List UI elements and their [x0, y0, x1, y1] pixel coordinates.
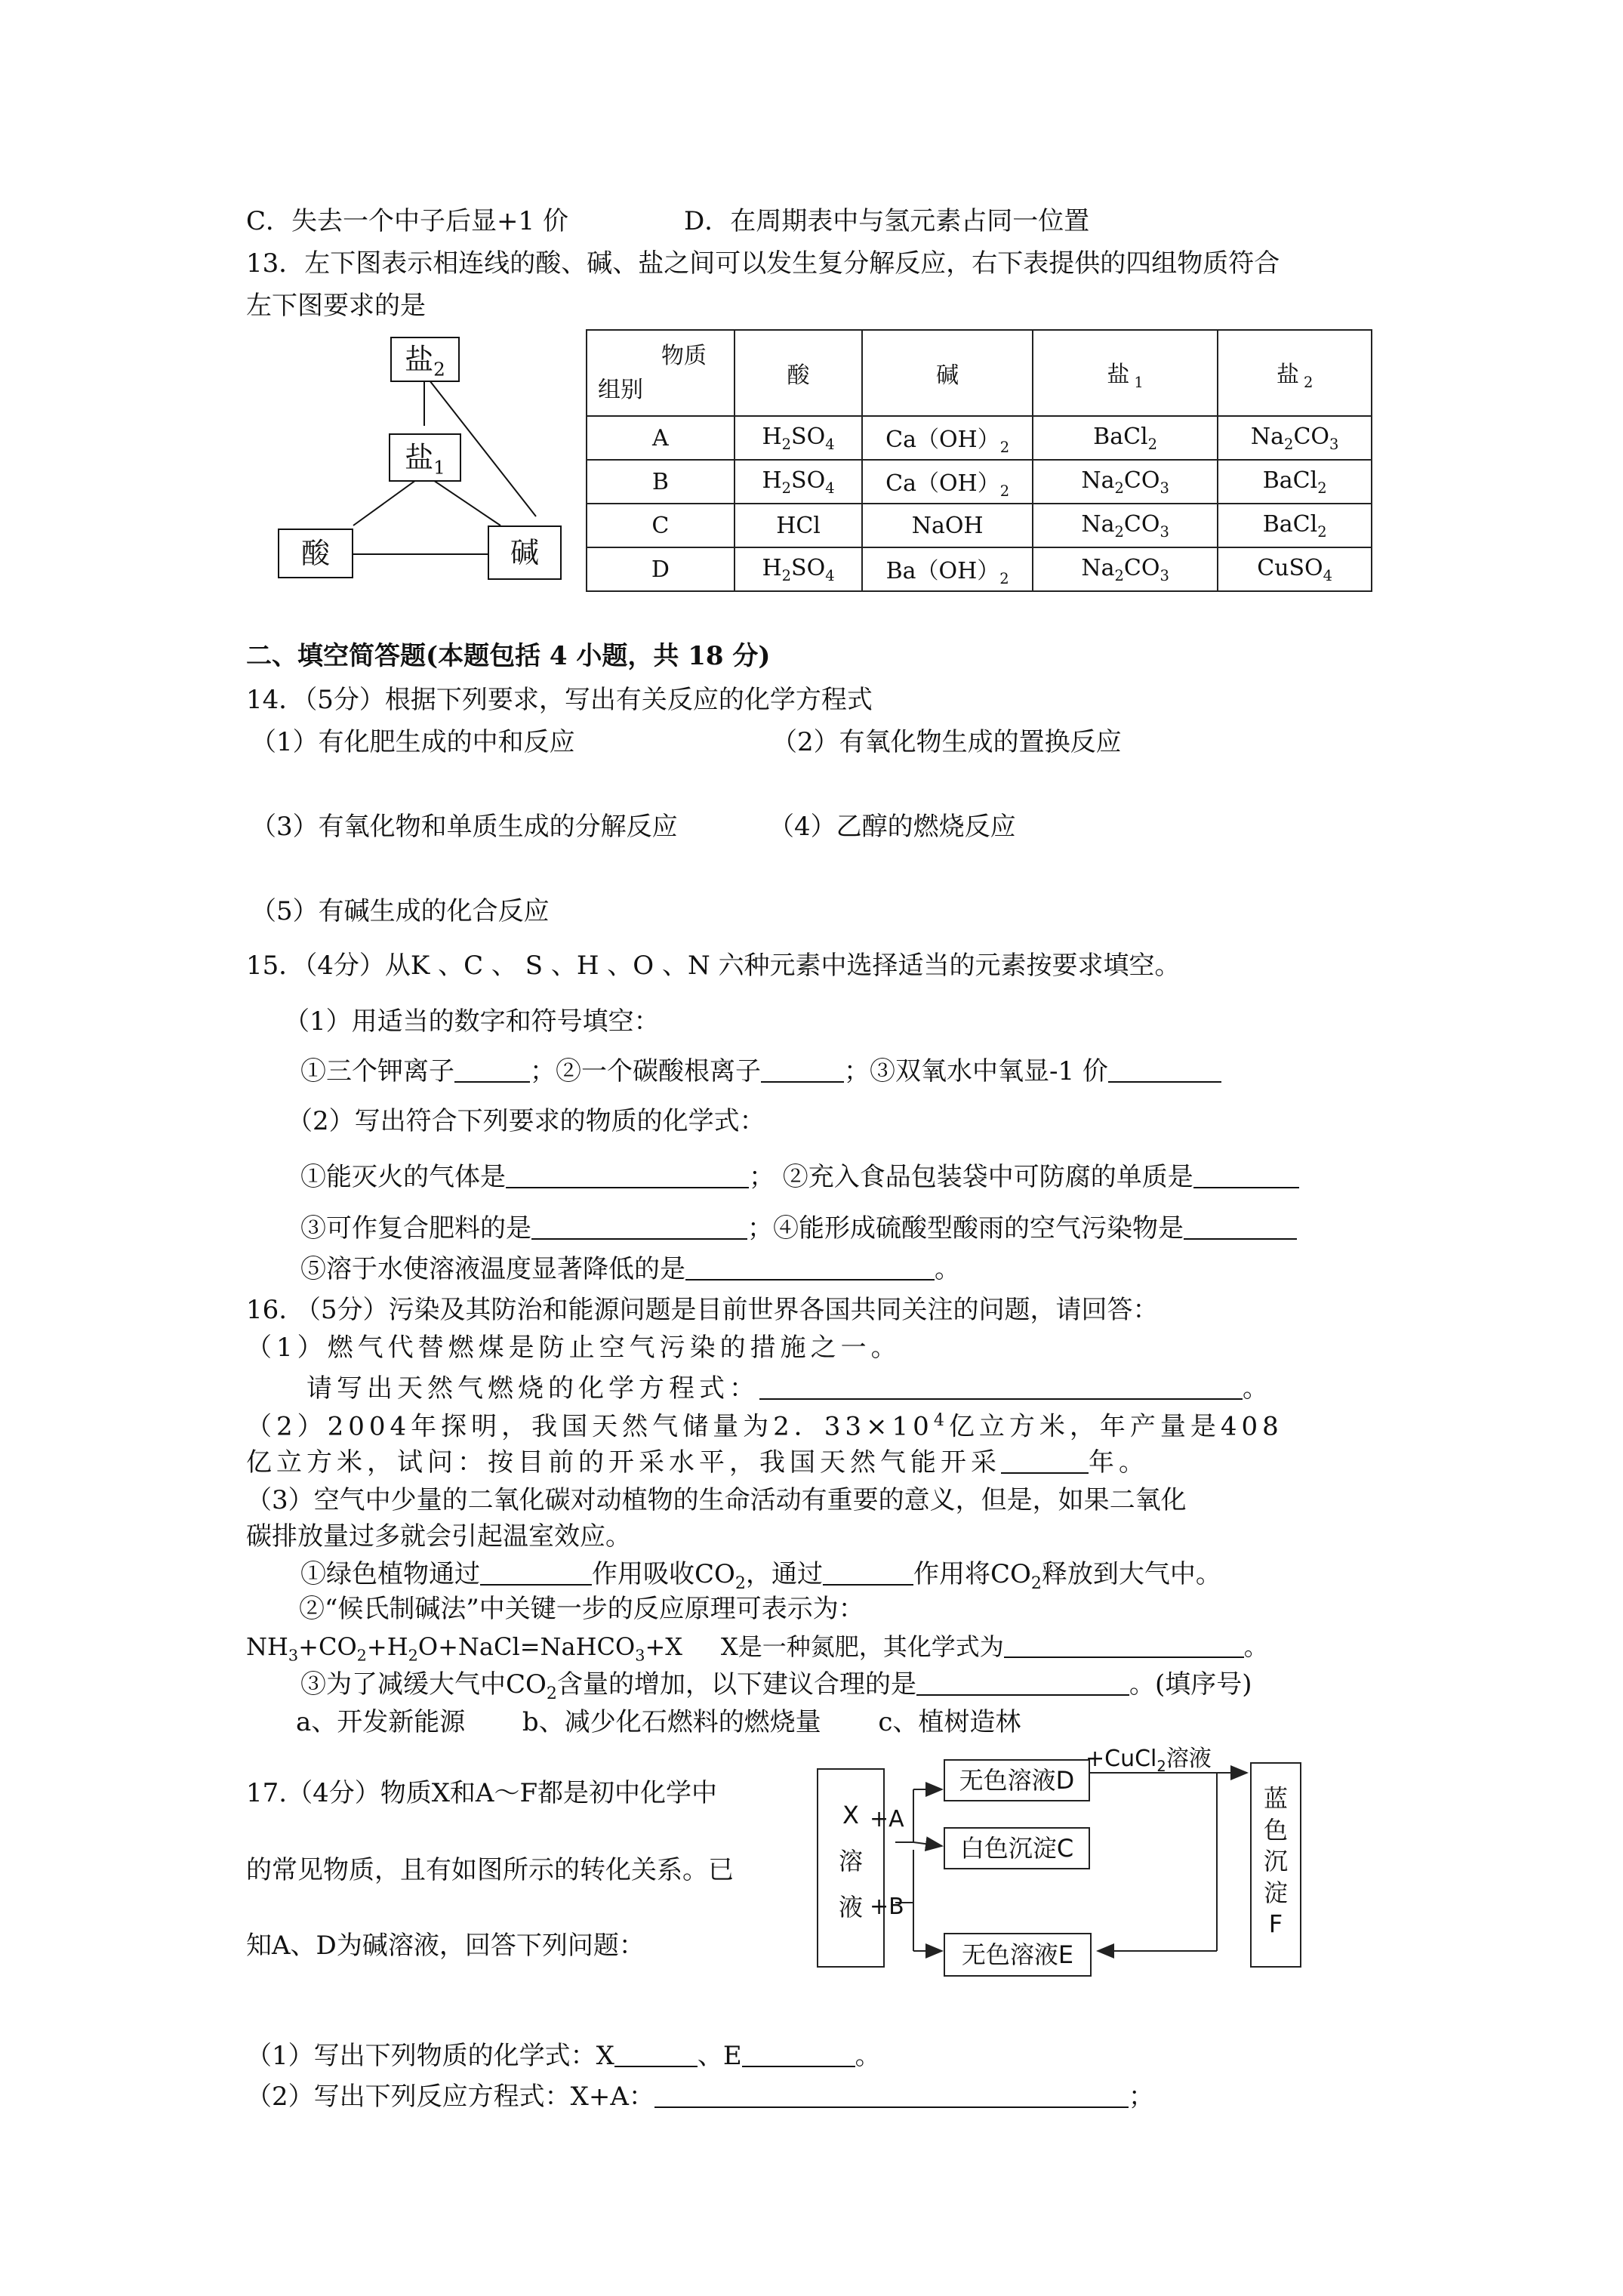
x-box-char: X — [842, 1801, 859, 1829]
q15-1c-label: ；③双氧水中氧显-1 价 — [844, 1056, 1108, 1086]
header-salt1: 盐 $_1$ — [1033, 330, 1218, 416]
base-box: 碱 — [488, 525, 562, 580]
q16-3c-text: ，通过 — [745, 1559, 823, 1589]
base-cell: $Ca(OH)_2$ — [862, 416, 1033, 460]
q15-2d-label: ；④能形成硫酸型酸雨的空气污染物是 — [747, 1213, 1184, 1244]
answer-blank[interactable] — [1184, 1216, 1297, 1240]
f-box-char: 淀 — [1263, 1878, 1288, 1907]
q17-line2: 的常见物质，且有如图所示的转化关系。已 — [246, 1855, 734, 1885]
q15-2c-label: ③可作复合肥料的是 — [300, 1213, 531, 1244]
answer-blank[interactable] — [654, 2084, 1129, 2108]
header-acid: 酸 — [735, 330, 863, 416]
q14-part2: （2）有氧化物生成的置换反应 — [771, 727, 1122, 757]
answer-blank[interactable] — [1108, 1059, 1221, 1083]
q15-sub2-line2 — [300, 1213, 1297, 1244]
q16-3c-text: 作用吸收CO — [592, 1559, 735, 1589]
answer-blank[interactable] — [916, 1672, 1129, 1696]
acid-cell: $H_2SO_4$ — [735, 416, 863, 460]
x-box-char: 溶 — [838, 1846, 863, 1875]
q16-part2b-label: 亿立方米，试问：按目前的开采水平，我国天然气能开采 — [246, 1447, 1001, 1478]
semicolon: ； — [1128, 2082, 1154, 2112]
answer-blank[interactable] — [531, 1216, 747, 1240]
q16-part3e — [246, 1634, 1268, 1663]
q17-a2-label: （2）写出下列反应方程式：X+A： — [246, 2082, 654, 2112]
q16-3f-text: 含量的增加，以下建议合理的是 — [556, 1669, 916, 1700]
q15-sub2-line3 — [300, 1256, 960, 1282]
salt1-box: 盐$_1$ — [389, 433, 461, 482]
q15-2e-label: ⑤溶于水使溶液温度显著降低的是 — [300, 1254, 685, 1284]
answer-blank[interactable] — [759, 1376, 1243, 1400]
salt1-cell: BaCl$_2$ — [1033, 416, 1218, 460]
header-salt2: 盐 $_2$ — [1218, 330, 1372, 416]
period: 。 — [855, 2041, 881, 2071]
table-row — [587, 547, 1372, 591]
period: 。 — [1243, 1632, 1268, 1661]
q16-3f-text: ③为了减缓大气中CO — [300, 1669, 547, 1700]
x-box-char: 液 — [838, 1892, 863, 1922]
q16-part2b-end: 年。 — [1089, 1447, 1149, 1478]
q17-answer1 — [246, 2043, 881, 2069]
group-cell: C — [587, 504, 735, 547]
table-row — [587, 460, 1372, 504]
q17-a1b-label: 、E — [697, 2041, 742, 2071]
q16-3c-text: ①绿色植物通过 — [300, 1559, 480, 1589]
answer-blank[interactable] — [685, 1256, 935, 1281]
plus-a-label: +A — [870, 1806, 904, 1832]
q16-part1: （1）燃气代替燃煤是防止空气污染的措施之一。 — [246, 1333, 901, 1363]
q16-3e-text: $NH_3+CO_2+H_2O+NaCl=NaHCO_3+X$ X是一种氮肥，其化学式为 — [246, 1632, 1004, 1665]
group-cell: A — [587, 416, 735, 460]
q12-option-d: D．在周期表中与氢元素占同一位置 — [684, 206, 1090, 236]
q15-sub2-line1 — [300, 1164, 1299, 1190]
group-cell: B — [587, 460, 735, 504]
f-box-char: F — [1268, 1909, 1283, 1939]
q16-part2a — [246, 1410, 1283, 1442]
acid-box: 酸 — [278, 529, 353, 578]
box-white-precipitate-c: 白色沉淀C — [944, 1827, 1090, 1869]
base-cell: NaOH — [862, 504, 1033, 547]
q16-options: a、开发新能源 b、减少化石燃料的燃烧量 c、植树造林 — [296, 1707, 1021, 1737]
acid-cell: HCl — [735, 504, 863, 547]
salt2-cell: $Na_2CO_3$ — [1218, 416, 1372, 460]
corner-top-label: 物质 — [661, 343, 707, 369]
q16-part3f: ③为了减缓大气中$CO_2$含量的增加，以下建议合理的是 。(填序号) — [300, 1669, 1252, 1703]
f-box-char: 沉 — [1263, 1847, 1288, 1876]
exponent: 4 — [933, 1410, 949, 1430]
answer-blank[interactable] — [506, 1164, 749, 1188]
salt1-cell: $Na_2CO_3$ — [1033, 547, 1218, 591]
answer-blank[interactable] — [1001, 1450, 1089, 1474]
f-box-char: 蓝 — [1263, 1784, 1288, 1813]
q13-line2: 左下图要求的是 — [246, 291, 426, 321]
acid-cell: $H_2SO_4$ — [735, 547, 863, 591]
base-cell: $Ba(OH)_2$ — [862, 547, 1033, 591]
box-colorless-solution-d: 无色溶液D — [944, 1759, 1090, 1801]
q17-line1: 17.（4分）物质X和A～F都是初中化学中 — [246, 1778, 718, 1808]
blue-precipitate-f-box — [1250, 1762, 1301, 1968]
salt1-cell: $Na_2CO_3$ — [1033, 460, 1218, 504]
answer-blank[interactable] — [761, 1059, 844, 1083]
q17-line3: 知A、D为碱溶液，回答下列问题： — [246, 1931, 645, 1961]
q15-1b-label: ；②一个碳酸根离子 — [530, 1056, 761, 1086]
x-solution-box — [817, 1768, 885, 1968]
period: 。 — [1243, 1373, 1273, 1404]
salt2-cell: CuSO$_4$ — [1218, 547, 1372, 591]
q15-sub1: （1）用适当的数字和符号填空： — [284, 1006, 660, 1037]
answer-blank[interactable] — [1193, 1164, 1299, 1188]
salt2-cell: BaCl$_2$ — [1218, 460, 1372, 504]
q16-part2b — [246, 1447, 1149, 1478]
plus-b-label: +B — [870, 1894, 904, 1920]
table-corner-cell — [587, 330, 735, 416]
q14-intro: 14．（5分）根据下列要求，写出有关反应的化学方程式 — [246, 685, 873, 715]
period: 。 — [935, 1254, 960, 1284]
q14-part3: （3）有氧化物和单质生成的分解反应 — [251, 812, 678, 842]
group-cell: D — [587, 547, 735, 591]
answer-blank[interactable] — [823, 1561, 913, 1586]
q14-part1: （1）有化肥生成的中和反应 — [251, 727, 575, 757]
q16-intro: 16. （5分）污染及其防治和能源问题是目前世界各国共同关注的问题，请回答： — [246, 1295, 1159, 1325]
q17-a1-label: （1）写出下列物质的化学式：X — [246, 2041, 614, 2071]
base-cell: $Ca(OH)_2$ — [862, 460, 1033, 504]
q16-part1b — [306, 1373, 1273, 1404]
q16-3c-text: 释放到大气中。 — [1041, 1559, 1221, 1589]
cucl2-label: +CuCl$_2$溶液 — [1086, 1746, 1212, 1775]
salt1-cell: $Na_2CO_3$ — [1033, 504, 1218, 547]
q16-part2a-end: 亿立方米，年产量是408 — [948, 1411, 1283, 1442]
answer-blank[interactable] — [742, 2043, 855, 2067]
q15-1a-label: ①三个钾离子 — [300, 1056, 454, 1086]
q16-3c-text: 作用将CO — [913, 1559, 1031, 1589]
q17-answer2 — [246, 2084, 1154, 2110]
section2-heading: 二、填空简答题(本题包括 4 小题，共 18 分) — [246, 641, 771, 671]
q15-2a-label: ①能灭火的气体是 — [300, 1162, 506, 1192]
q15-intro: 15．（4分）从K 、C 、 S 、H 、O 、N 六种元素中选择适当的元素按要求填空。 — [246, 951, 1181, 981]
q15-2b-label: ； ②充入食品包装袋中可防腐的单质是 — [749, 1162, 1193, 1192]
corner-bottom-label: 组别 — [598, 377, 643, 403]
answer-blank[interactable] — [454, 1059, 530, 1083]
table-row — [587, 416, 1372, 460]
q16-part3a: （3）空气中少量的二氧化碳对动植物的生命活动有重要的意义，但是，如果二氧化 — [246, 1485, 1187, 1515]
header-base: 碱 — [862, 330, 1033, 416]
q16-part2a-text: （2）2004年探明，我国天然气储量为2．33×10 — [246, 1411, 934, 1442]
table-header-row — [587, 330, 1372, 416]
answer-blank[interactable] — [614, 2043, 698, 2067]
q16-part3d: ②“候氏制碱法”中关键一步的反应原理可表示为： — [299, 1594, 864, 1624]
f-box-char: 色 — [1263, 1815, 1288, 1845]
q14-part5: （5）有碱生成的化合反应 — [251, 896, 550, 926]
substance-table — [586, 329, 1372, 592]
acid-cell: $H_2SO_4$ — [735, 460, 863, 504]
q16-3f-text: 。(填序号) — [1129, 1669, 1252, 1700]
table-row — [587, 504, 1372, 547]
salt2-cell: BaCl$_2$ — [1218, 504, 1372, 547]
q13-line1: 13．左下图表示相连线的酸、碱、盐之间可以发生复分解反应，右下表提供的四组物质符合 — [246, 248, 1280, 279]
q15-sub1-line — [300, 1056, 1221, 1086]
q15-sub2: （2）写出符合下列要求的物质的化学式： — [287, 1106, 765, 1136]
q16-part1b-label: 请写出天然气燃烧的化学方程式： — [306, 1373, 759, 1404]
q16-part3c: ①绿色植物通过 作用吸收$CO_2$，通过 作用将$CO_2$释放到大气中。 — [300, 1559, 1221, 1593]
q14-part4: （4）乙醇的燃烧反应 — [768, 812, 1016, 842]
salt2-box: 盐$_2$ — [390, 337, 460, 382]
box-colorless-solution-e: 无色溶液E — [944, 1933, 1092, 1977]
answer-blank[interactable] — [480, 1561, 592, 1586]
q16-part3b: 碳排放量过多就会引起温室效应。 — [246, 1521, 631, 1552]
answer-blank[interactable] — [1004, 1634, 1244, 1658]
q12-option-c: C．失去一个中子后显+1 价 — [246, 206, 568, 236]
